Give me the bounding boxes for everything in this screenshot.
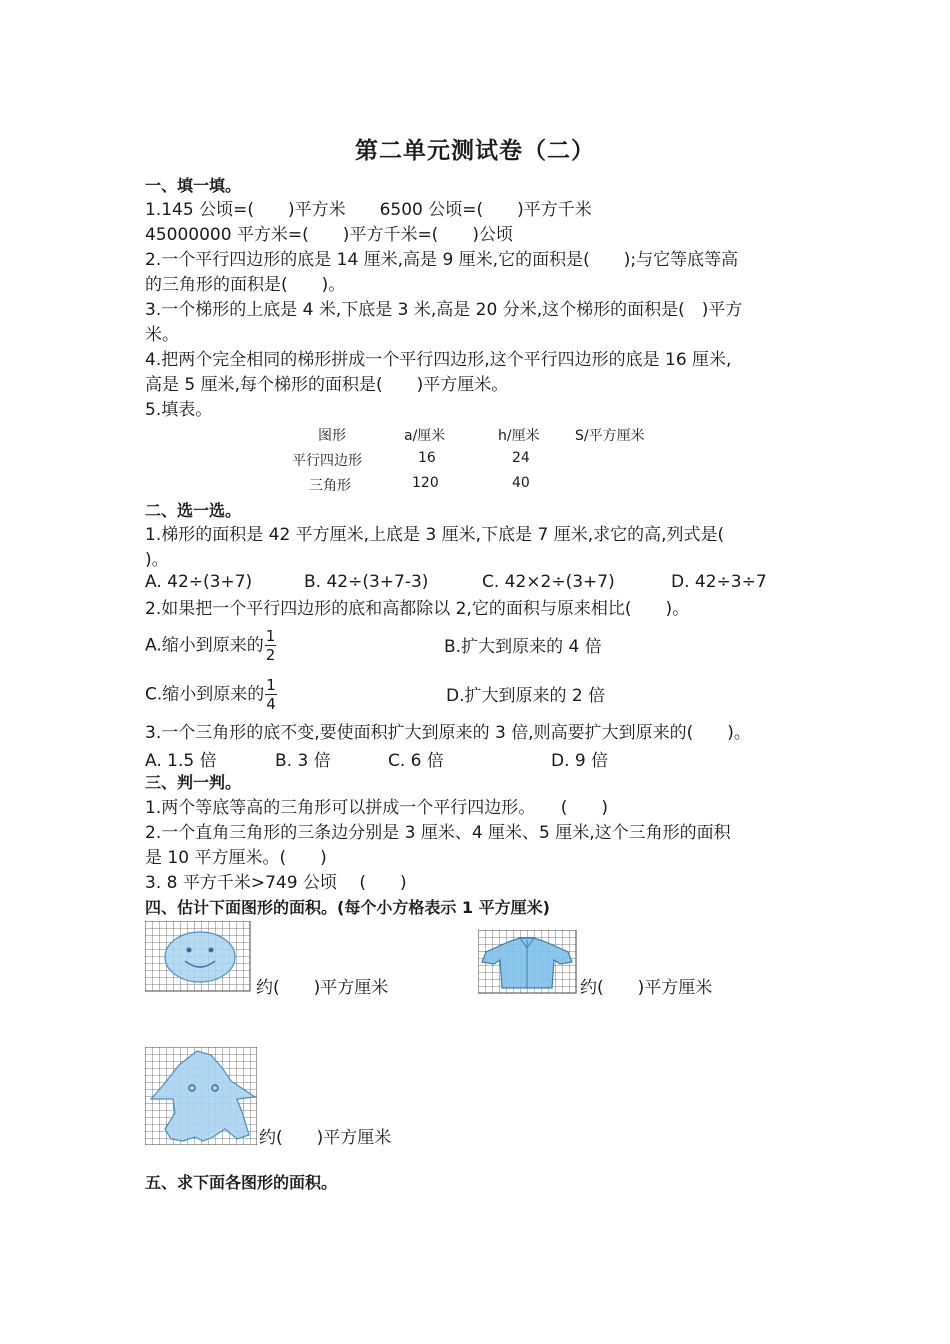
s2-q3-option-b: B. 3 倍	[275, 751, 331, 771]
table-row-1-a: 16	[418, 450, 436, 466]
table-header-shape: 图形	[318, 428, 346, 444]
s2-q1-option-a: A. 42÷(3+7)	[145, 572, 253, 592]
smiley-right-eye	[209, 948, 214, 953]
character-right-eye	[212, 1085, 218, 1091]
section-3-heading: 三、判一判。	[145, 773, 242, 792]
table-row-2-h: 40	[512, 475, 530, 491]
fraction-denominator: 2	[265, 646, 276, 664]
s2-q3: 3.一个三角形的底不变,要使面积扩大到原来的 3 倍,则高要扩大到原来的( )。	[145, 723, 751, 743]
s2-q2-option-a-text: A.缩小到原来的	[145, 635, 264, 656]
s2-q2-option-d: D.扩大到原来的 2 倍	[446, 686, 606, 706]
s3-q3: 3. 8 平方千米>749 公顷 ( )	[145, 873, 407, 893]
grid-figure-jacket	[478, 930, 578, 994]
s2-q1-line2: )。	[145, 550, 169, 570]
s2-q1-line1: 1.梯形的面积是 42 平方厘米,上底是 3 厘米,下底是 7 厘米,求它的高,列式是(	[145, 525, 725, 545]
fraction-denominator: 4	[266, 695, 276, 713]
s4-answer-3: 约( )平方厘米	[259, 1128, 392, 1148]
s1-q4-line1: 4.把两个完全相同的梯形拼成一个平行四边形,这个平行四边形的底是 16 厘米,	[145, 350, 732, 370]
s3-q2-line2: 是 10 平方厘米。( )	[145, 848, 327, 868]
s1-q2-line2: 的三角形的面积是( )。	[145, 275, 346, 295]
s1-q3-line2: 米。	[145, 325, 179, 345]
s2-q2: 2.如果把一个平行四边形的底和高都除以 2,它的面积与原来相比( )。	[145, 599, 690, 619]
character-left-eye	[189, 1085, 195, 1091]
s3-q1: 1.两个等底等高的三角形可以拼成一个平行四边形。 ( )	[145, 798, 608, 818]
s2-q1-option-c: C. 42×2÷(3+7)	[482, 572, 615, 592]
fraction-one-half	[265, 627, 277, 664]
table-row-2-a: 120	[412, 475, 439, 491]
s2-q2-option-c-text: C.缩小到原来的	[145, 684, 265, 705]
smiley-face-shape	[165, 932, 235, 982]
s4-answer-2: 约( )平方厘米	[580, 978, 713, 998]
section-4-heading: 四、估计下面图形的面积。(每个小方格表示 1 平方厘米)	[145, 898, 550, 917]
s1-q2-line1: 2.一个平行四边形的底是 14 厘米,高是 9 厘米,它的面积是( );与它等底等高	[145, 250, 739, 270]
section-2-heading: 二、选一选。	[145, 501, 242, 520]
s2-q2-option-b: B.扩大到原来的 4 倍	[444, 637, 602, 657]
section-1-heading: 一、填一填。	[145, 176, 242, 195]
s2-q3-option-d: D. 9 倍	[551, 751, 609, 771]
s1-q1-line2: 45000000 平方米=( )平方千米=( )公顷	[145, 225, 513, 245]
table-row-2-shape: 三角形	[309, 478, 351, 494]
s1-q3-line1: 3.一个梯形的上底是 4 米,下底是 3 米,高是 20 分米,这个梯形的面积是( )平方	[145, 300, 743, 320]
table-row-1-shape: 平行四边形	[292, 453, 362, 469]
s2-q2-option-c	[145, 676, 277, 713]
s3-q2-line1: 2.一个直角三角形的三条边分别是 3 厘米、4 厘米、5 厘米,这个三角形的面积	[145, 823, 731, 843]
fraction-numerator: 1	[265, 627, 276, 645]
fraction-numerator: 1	[266, 676, 276, 694]
table-row-1-h: 24	[512, 450, 530, 466]
section-5-heading: 五、求下面各图形的面积。	[145, 1173, 338, 1192]
s2-q2-option-a	[145, 627, 276, 664]
fraction-one-quarter	[265, 676, 277, 713]
s2-q3-option-a: A. 1.5 倍	[145, 751, 217, 771]
s2-q3-option-c: C. 6 倍	[388, 751, 444, 771]
s4-answer-1: 约( )平方厘米	[256, 978, 389, 998]
s2-q1-option-d: D. 42÷3÷7	[671, 572, 767, 592]
table-header-h: h/厘米	[498, 428, 540, 444]
table-header-a: a/厘米	[404, 428, 446, 444]
grid-figure-smiley	[145, 921, 253, 993]
page-title: 第二单元测试卷（二）	[355, 137, 595, 164]
s1-q5: 5.填表。	[145, 400, 213, 420]
smiley-left-eye	[187, 948, 192, 953]
s1-q4-line2: 高是 5 厘米,每个梯形的面积是( )平方厘米。	[145, 375, 509, 395]
table-header-s: S/平方厘米	[575, 428, 645, 444]
s2-q1-option-b: B. 42÷(3+7-3)	[304, 572, 429, 592]
grid-figure-character	[145, 1047, 257, 1145]
s1-q1-line1: 1.145 公顷=( )平方米 6500 公顷=( )平方千米	[145, 200, 592, 220]
